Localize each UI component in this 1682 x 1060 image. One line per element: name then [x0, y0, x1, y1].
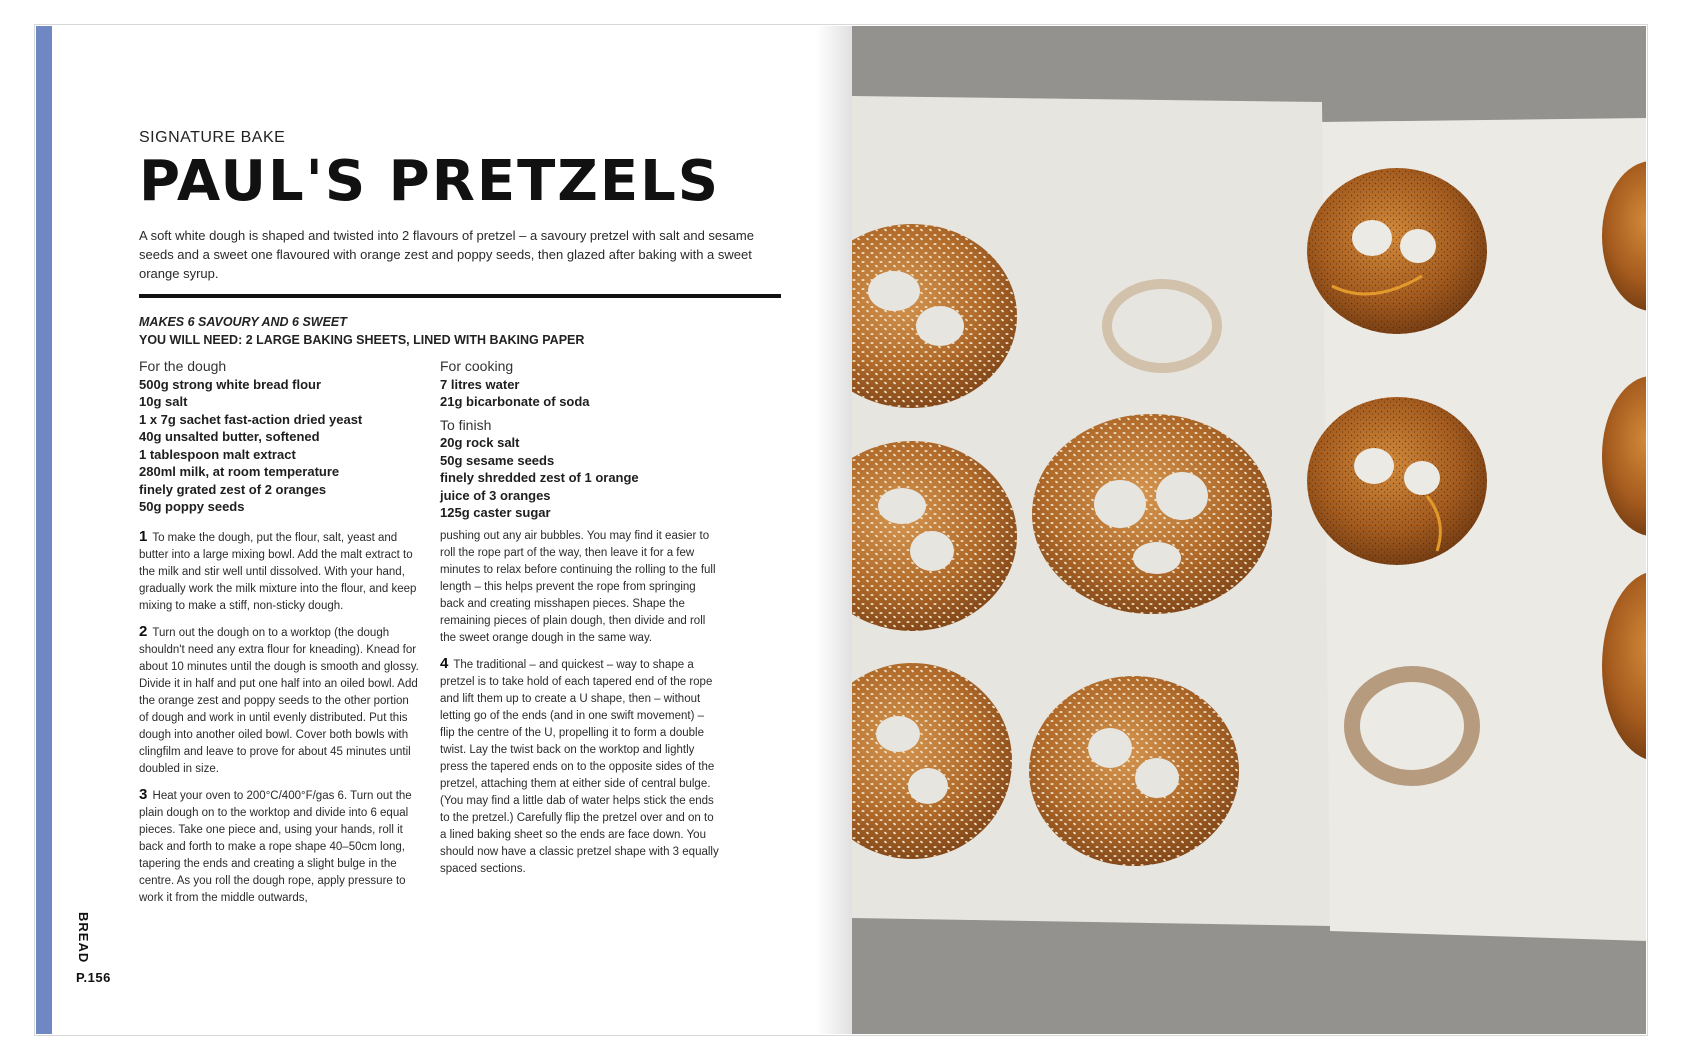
method-column-right [440, 528, 720, 886]
method-step [139, 623, 419, 778]
step-text: pushing out any air bubbles. You may find it easier to roll the rope part of the way, then leave it for a few minutes to relax before continuing the rolling to the full length – this helps prevent the rope from springing back and creating misshapen pieces. Shape the remaining pieces of plain dough, then divide and roll the sweet orange dough in the same way. [440, 530, 716, 644]
step-number: 2 [139, 623, 148, 640]
sesame-pretzel [1029, 676, 1239, 866]
method-step [139, 528, 419, 615]
ingredient: 7 litres water [440, 376, 520, 392]
step-number: 3 [139, 786, 148, 803]
pretzels-illustration [852, 26, 1646, 1034]
ingredient: 1 x 7g sachet fast-action dried yeast [139, 411, 363, 427]
ingredient: 125g caster sugar [440, 505, 551, 520]
dough-ingredients [139, 358, 429, 516]
page-number: P.156 [76, 970, 111, 985]
ingredient: 21g bicarbonate of soda [440, 394, 590, 409]
recipe-intro: A soft white dough is shaped and twisted into 2 flavours of pretzel – a savoury pretzel with salt and sesame seeds and a sweet one flavoured with orange zest and poppy seeds, then glazed after baking with a sweet orange syrup. [139, 228, 754, 281]
step-text: Heat your oven to 200°C/400°F/gas 6. Turn out the plain dough on to the worktop and divide into 6 equal pieces. Take one piece and, using your hands, roll it back and forth to make a rope shape 40–50cm long, tapering the ends and creating a slight bulge in the centre. As you roll the dough rope, apply pressure to work it from the middle outwards, [139, 790, 412, 904]
cooking-heading: For cooking [440, 358, 514, 374]
ingredient: finely grated zest of 2 oranges [139, 481, 327, 497]
ingredient: 280ml milk, at room temperature [139, 464, 340, 479]
ingredient: 40g unsalted butter, softened [139, 429, 320, 444]
ingredient: 50g poppy seeds [139, 499, 245, 514]
orange-poppy-pretzel [1307, 397, 1487, 565]
finish-heading: To finish [440, 416, 492, 433]
method-step-continued [440, 528, 720, 647]
ingredient: 1 tablespoon malt extract [139, 446, 296, 462]
yield-text: MAKES 6 SAVOURY AND 6 SWEET [139, 315, 347, 329]
ingredient: 10g salt [139, 394, 188, 409]
divider-rule [139, 294, 781, 298]
step-text: The traditional – and quickest – way to shape a pretzel is to take hold of each tapered end of the rope and lift them up to create a U shape, then – without letting go of the ends (and in one swift movement) – flip the centre of the U, propelling it to form a double twist. Lay the twist back on the worktop and lightly press the tapered ends on to the opposite sides of the pretzel, attaching them at either side of central bulge. (You may find a little dab of water helps stick the ends to the pretzel.) Carefully flip the pretzel over and on to a lined baking sheet so the ends are face down. You should now have a classic pretzel shape with 3 equally spaced sections. [440, 659, 719, 875]
sesame-pretzel [1032, 414, 1272, 614]
dough-heading: For the dough [139, 358, 227, 374]
pretzels-photo [852, 26, 1646, 1034]
step-text: Turn out the dough on to a worktop (the dough shouldn't need any extra flour for kneading). Knead for about 10 minutes until the dough is smooth and glossy. Divide it in half and put one half into an oiled bowl. Add the orange zest and poppy seeds to the other portion of dough and work in until evenly distributed. Put this dough into another oiled bowl. Cover both bowls with clingfilm and leave to prove for about 45 minutes until doubled in size. [139, 627, 419, 775]
ingredient: 20g rock salt [440, 435, 520, 450]
method-step [139, 786, 419, 907]
page-gutter-shadow [816, 26, 852, 1034]
ingredient: 500g strong white bread flour [139, 376, 322, 392]
equipment-text: YOU WILL NEED: 2 LARGE BAKING SHEETS, LINED WITH BAKING PAPER [139, 333, 585, 347]
step-text: To make the dough, put the flour, salt, yeast and butter into a large mixing bowl. Add the malt extract to the milk and stir well until dissolved. With your hand, gradually work the milk mixture into the flour, and keep mixing to make a stiff, non-sticky dough. [139, 532, 417, 612]
method-column-left [139, 528, 419, 915]
section-label: BREAD [76, 912, 91, 964]
ingredient: 50g sesame seeds [440, 452, 555, 468]
step-number: 4 [440, 655, 449, 672]
step-number: 1 [139, 528, 148, 545]
cooking-finish-ingredients [440, 358, 740, 522]
orange-poppy-pretzel [1307, 168, 1487, 334]
method-step [440, 655, 720, 878]
ingredient: juice of 3 oranges [440, 487, 551, 503]
accent-bar [36, 26, 52, 1034]
ingredient: finely shredded zest of 1 orange [440, 470, 639, 485]
eyebrow-label: SIGNATURE BAKE [139, 129, 286, 146]
recipe-title: PAUL'S PRETZELS [139, 149, 721, 214]
